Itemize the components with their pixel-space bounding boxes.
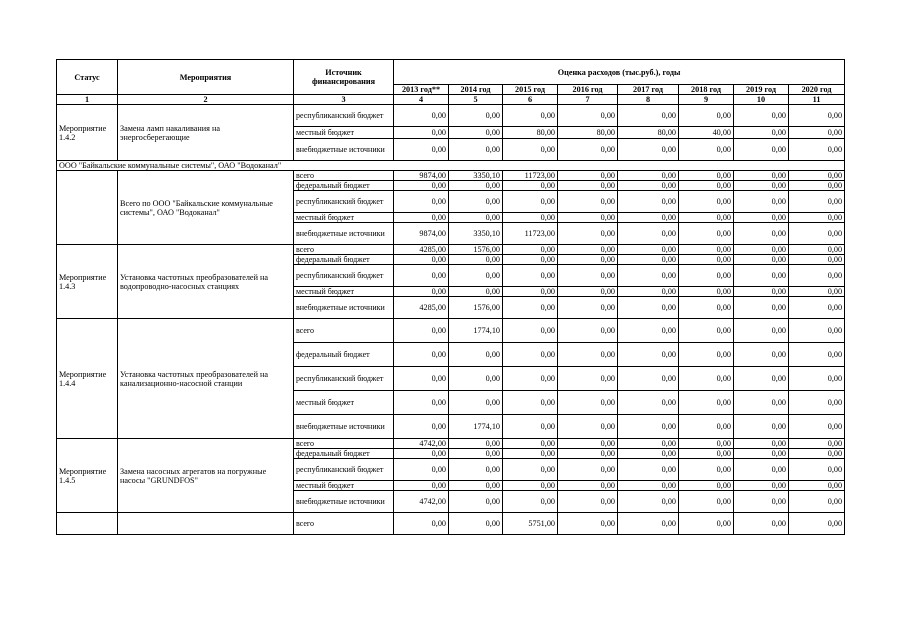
value-cell: 0,00 xyxy=(618,265,679,287)
event-cell: Замена ламп накаливания на энергосберегающие xyxy=(118,105,294,161)
value-cell: 0,00 xyxy=(618,513,679,535)
value-cell: 0,00 xyxy=(734,391,789,415)
value-cell: 0,00 xyxy=(618,297,679,319)
value-cell: 0,00 xyxy=(789,343,845,367)
status-cell xyxy=(57,513,118,535)
value-cell: 0,00 xyxy=(558,213,618,223)
status-cell: Мероприятие 1.4.4 xyxy=(57,319,118,439)
value-cell: 0,00 xyxy=(503,255,558,265)
status-cell: Мероприятие 1.4.2 xyxy=(57,105,118,161)
value-cell: 0,00 xyxy=(789,297,845,319)
value-cell: 0,00 xyxy=(618,391,679,415)
value-cell: 0,00 xyxy=(503,139,558,161)
header-estimate: Оценка расходов (тыс.руб.), годы xyxy=(394,60,845,85)
value-cell: 0,00 xyxy=(394,513,449,535)
source-total: всего xyxy=(294,319,394,343)
value-cell: 11723,00 xyxy=(503,223,558,245)
value-cell: 0,00 xyxy=(558,191,618,213)
value-cell: 0,00 xyxy=(618,181,679,191)
value-cell: 0,00 xyxy=(558,367,618,391)
status-cell: Мероприятие 1.4.3 xyxy=(57,245,118,319)
value-cell: 1576,00 xyxy=(449,297,503,319)
source-federal: федеральный бюджет xyxy=(294,181,394,191)
source-offbudget: внебюджетные источники xyxy=(294,223,394,245)
section-title: ООО "Байкальские коммунальные системы", ОАО "Водоканал" xyxy=(57,161,845,171)
value-cell: 0,00 xyxy=(679,223,734,245)
table-row xyxy=(57,439,845,449)
value-cell: 0,00 xyxy=(558,255,618,265)
value-cell: 0,00 xyxy=(734,367,789,391)
header-year: 2020 год xyxy=(789,85,845,95)
column-number: 4 xyxy=(394,95,449,105)
value-cell: 0,00 xyxy=(734,491,789,513)
value-cell: 0,00 xyxy=(503,415,558,439)
value-cell: 0,00 xyxy=(734,223,789,245)
value-cell: 1576,00 xyxy=(449,245,503,255)
value-cell: 0,00 xyxy=(558,223,618,245)
value-cell: 0,00 xyxy=(449,213,503,223)
source-local: местный бюджет xyxy=(294,391,394,415)
value-cell: 0,00 xyxy=(734,213,789,223)
value-cell: 0,00 xyxy=(558,297,618,319)
value-cell: 0,00 xyxy=(679,297,734,319)
value-cell: 0,00 xyxy=(503,245,558,255)
value-cell: 0,00 xyxy=(449,265,503,287)
value-cell: 0,00 xyxy=(789,319,845,343)
value-cell: 0,00 xyxy=(503,391,558,415)
value-cell: 0,00 xyxy=(679,139,734,161)
value-cell: 0,00 xyxy=(394,127,449,139)
source-local: местный бюджет xyxy=(294,127,394,139)
value-cell: 0,00 xyxy=(679,449,734,459)
value-cell: 0,00 xyxy=(503,481,558,491)
value-cell: 0,00 xyxy=(734,105,789,127)
value-cell: 0,00 xyxy=(394,255,449,265)
value-cell: 0,00 xyxy=(679,191,734,213)
value-cell: 0,00 xyxy=(503,181,558,191)
source-republic: республиканский бюджет xyxy=(294,367,394,391)
value-cell: 0,00 xyxy=(503,213,558,223)
value-cell: 0,00 xyxy=(558,171,618,181)
value-cell: 4742,00 xyxy=(394,439,449,449)
value-cell: 0,00 xyxy=(449,491,503,513)
value-cell: 0,00 xyxy=(679,459,734,481)
value-cell: 0,00 xyxy=(503,191,558,213)
value-cell: 0,00 xyxy=(734,255,789,265)
value-cell: 0,00 xyxy=(618,449,679,459)
source-republic: республиканский бюджет xyxy=(294,191,394,213)
value-cell: 4285,00 xyxy=(394,245,449,255)
event-cell xyxy=(118,513,294,535)
value-cell: 0,00 xyxy=(734,415,789,439)
value-cell: 0,00 xyxy=(558,391,618,415)
value-cell: 0,00 xyxy=(618,245,679,255)
column-number: 5 xyxy=(449,95,503,105)
column-number: 6 xyxy=(503,95,558,105)
value-cell: 0,00 xyxy=(394,391,449,415)
value-cell: 0,00 xyxy=(503,105,558,127)
value-cell: 0,00 xyxy=(679,171,734,181)
column-number: 8 xyxy=(618,95,679,105)
value-cell: 0,00 xyxy=(734,439,789,449)
value-cell: 0,00 xyxy=(618,415,679,439)
value-cell: 0,00 xyxy=(558,105,618,127)
value-cell: 0,00 xyxy=(789,367,845,391)
source-offbudget: внебюджетные источники xyxy=(294,139,394,161)
value-cell: 0,00 xyxy=(449,255,503,265)
value-cell: 0,00 xyxy=(394,105,449,127)
value-cell: 0,00 xyxy=(449,127,503,139)
value-cell: 0,00 xyxy=(734,245,789,255)
value-cell: 0,00 xyxy=(789,171,845,181)
value-cell: 0,00 xyxy=(789,459,845,481)
column-number: 9 xyxy=(679,95,734,105)
value-cell: 0,00 xyxy=(789,439,845,449)
value-cell: 0,00 xyxy=(449,449,503,459)
value-cell: 4285,00 xyxy=(394,297,449,319)
value-cell: 0,00 xyxy=(503,491,558,513)
header-year: 2015 год xyxy=(503,85,558,95)
value-cell: 0,00 xyxy=(503,343,558,367)
value-cell: 0,00 xyxy=(734,297,789,319)
table-row xyxy=(57,319,845,343)
value-cell: 80,00 xyxy=(618,127,679,139)
value-cell: 0,00 xyxy=(503,319,558,343)
value-cell: 0,00 xyxy=(558,319,618,343)
value-cell: 0,00 xyxy=(734,171,789,181)
value-cell: 0,00 xyxy=(394,343,449,367)
value-cell: 0,00 xyxy=(618,367,679,391)
value-cell: 0,00 xyxy=(679,481,734,491)
source-offbudget: внебюджетные источники xyxy=(294,297,394,319)
value-cell: 0,00 xyxy=(449,481,503,491)
value-cell: 0,00 xyxy=(558,449,618,459)
value-cell: 0,00 xyxy=(679,181,734,191)
value-cell: 4742,00 xyxy=(394,491,449,513)
table-row xyxy=(57,245,845,255)
value-cell: 0,00 xyxy=(734,181,789,191)
source-republic: республиканский бюджет xyxy=(294,105,394,127)
value-cell: 0,00 xyxy=(789,127,845,139)
value-cell: 0,00 xyxy=(558,245,618,255)
column-number-row xyxy=(57,95,845,105)
source-total: всего xyxy=(294,171,394,181)
value-cell: 0,00 xyxy=(503,449,558,459)
column-number: 1 xyxy=(57,95,118,105)
header-source: Источник финансирования xyxy=(294,60,394,95)
value-cell: 0,00 xyxy=(679,415,734,439)
value-cell: 0,00 xyxy=(618,459,679,481)
value-cell: 0,00 xyxy=(789,191,845,213)
value-cell: 0,00 xyxy=(394,181,449,191)
value-cell: 0,00 xyxy=(618,491,679,513)
value-cell: 0,00 xyxy=(558,459,618,481)
column-number: 2 xyxy=(118,95,294,105)
value-cell: 0,00 xyxy=(394,287,449,297)
value-cell: 0,00 xyxy=(734,481,789,491)
value-cell: 0,00 xyxy=(679,439,734,449)
value-cell: 0,00 xyxy=(503,439,558,449)
budget-table xyxy=(56,59,845,535)
value-cell: 0,00 xyxy=(618,319,679,343)
value-cell: 0,00 xyxy=(449,191,503,213)
value-cell: 3350,10 xyxy=(449,223,503,245)
value-cell: 0,00 xyxy=(558,343,618,367)
value-cell: 40,00 xyxy=(679,127,734,139)
source-total: всего xyxy=(294,245,394,255)
value-cell: 0,00 xyxy=(618,223,679,245)
value-cell: 0,00 xyxy=(789,513,845,535)
header-year: 2016 год xyxy=(558,85,618,95)
value-cell: 0,00 xyxy=(618,439,679,449)
source-federal: федеральный бюджет xyxy=(294,449,394,459)
source-republic: республиканский бюджет xyxy=(294,459,394,481)
value-cell: 0,00 xyxy=(679,265,734,287)
header-year: 2013 год** xyxy=(394,85,449,95)
value-cell: 0,00 xyxy=(734,449,789,459)
value-cell: 0,00 xyxy=(558,481,618,491)
value-cell: 0,00 xyxy=(789,491,845,513)
source-local: местный бюджет xyxy=(294,481,394,491)
column-number: 11 xyxy=(789,95,845,105)
source-local: местный бюджет xyxy=(294,287,394,297)
value-cell: 0,00 xyxy=(394,481,449,491)
value-cell: 0,00 xyxy=(734,513,789,535)
value-cell: 1774,10 xyxy=(449,415,503,439)
status-cell xyxy=(57,171,118,245)
value-cell: 0,00 xyxy=(449,287,503,297)
header-row xyxy=(57,60,845,85)
value-cell: 0,00 xyxy=(734,343,789,367)
value-cell: 0,00 xyxy=(679,255,734,265)
value-cell: 0,00 xyxy=(558,139,618,161)
value-cell: 0,00 xyxy=(394,265,449,287)
source-local: местный бюджет xyxy=(294,213,394,223)
value-cell: 0,00 xyxy=(679,105,734,127)
value-cell: 0,00 xyxy=(394,367,449,391)
value-cell: 0,00 xyxy=(558,415,618,439)
value-cell: 11723,00 xyxy=(503,171,558,181)
value-cell: 0,00 xyxy=(449,391,503,415)
value-cell: 0,00 xyxy=(734,265,789,287)
value-cell: 0,00 xyxy=(618,481,679,491)
value-cell: 0,00 xyxy=(789,449,845,459)
value-cell: 0,00 xyxy=(503,287,558,297)
value-cell: 0,00 xyxy=(789,287,845,297)
value-cell: 0,00 xyxy=(679,343,734,367)
table-row xyxy=(57,171,845,181)
event-cell: Установка частотных преобразователей на канализационно-насосной станции xyxy=(118,319,294,439)
value-cell: 0,00 xyxy=(679,319,734,343)
value-cell: 0,00 xyxy=(449,139,503,161)
value-cell: 0,00 xyxy=(558,491,618,513)
value-cell: 0,00 xyxy=(734,139,789,161)
value-cell: 0,00 xyxy=(394,213,449,223)
value-cell: 0,00 xyxy=(679,367,734,391)
event-cell: Всего по ООО "Байкальские коммунальные системы", ОАО "Водоканал" xyxy=(118,171,294,245)
value-cell: 0,00 xyxy=(734,287,789,297)
event-cell: Замена насосных агрегатов на погружные насосы "GRUNDFOS" xyxy=(118,439,294,513)
value-cell: 0,00 xyxy=(558,439,618,449)
value-cell: 0,00 xyxy=(789,139,845,161)
column-number: 10 xyxy=(734,95,789,105)
value-cell: 0,00 xyxy=(618,287,679,297)
value-cell: 0,00 xyxy=(679,245,734,255)
value-cell: 0,00 xyxy=(503,459,558,481)
value-cell: 9874,00 xyxy=(394,223,449,245)
value-cell: 0,00 xyxy=(679,491,734,513)
value-cell: 0,00 xyxy=(449,439,503,449)
value-cell: 0,00 xyxy=(449,367,503,391)
value-cell: 0,00 xyxy=(394,139,449,161)
value-cell: 0,00 xyxy=(449,181,503,191)
column-number: 7 xyxy=(558,95,618,105)
value-cell: 0,00 xyxy=(449,513,503,535)
source-total: всего xyxy=(294,439,394,449)
value-cell: 0,00 xyxy=(394,191,449,213)
section-row xyxy=(57,161,845,171)
header-year: 2014 год xyxy=(449,85,503,95)
value-cell: 80,00 xyxy=(558,127,618,139)
source-offbudget: внебюджетные источники xyxy=(294,415,394,439)
value-cell: 0,00 xyxy=(734,127,789,139)
value-cell: 0,00 xyxy=(394,319,449,343)
value-cell: 0,00 xyxy=(618,255,679,265)
column-number: 3 xyxy=(294,95,394,105)
source-offbudget: внебюджетные источники xyxy=(294,491,394,513)
value-cell: 0,00 xyxy=(449,343,503,367)
source-total: всего xyxy=(294,513,394,535)
value-cell: 0,00 xyxy=(679,513,734,535)
value-cell: 0,00 xyxy=(558,181,618,191)
value-cell: 0,00 xyxy=(618,343,679,367)
value-cell: 0,00 xyxy=(558,287,618,297)
value-cell: 9874,00 xyxy=(394,171,449,181)
value-cell: 0,00 xyxy=(503,265,558,287)
value-cell: 0,00 xyxy=(503,367,558,391)
value-cell: 0,00 xyxy=(789,181,845,191)
table-row xyxy=(57,513,845,535)
value-cell: 0,00 xyxy=(558,265,618,287)
value-cell: 0,00 xyxy=(618,171,679,181)
value-cell: 0,00 xyxy=(789,255,845,265)
value-cell: 0,00 xyxy=(734,319,789,343)
value-cell: 0,00 xyxy=(789,213,845,223)
source-federal: федеральный бюджет xyxy=(294,343,394,367)
value-cell: 0,00 xyxy=(558,513,618,535)
value-cell: 5751,00 xyxy=(503,513,558,535)
source-republic: республиканский бюджет xyxy=(294,265,394,287)
header-year: 2018 год xyxy=(679,85,734,95)
value-cell: 0,00 xyxy=(734,459,789,481)
value-cell: 0,00 xyxy=(618,191,679,213)
value-cell: 0,00 xyxy=(679,287,734,297)
value-cell: 1774,10 xyxy=(449,319,503,343)
value-cell: 0,00 xyxy=(618,105,679,127)
value-cell: 0,00 xyxy=(618,139,679,161)
source-federal: федеральный бюджет xyxy=(294,255,394,265)
value-cell: 0,00 xyxy=(679,391,734,415)
event-cell: Установка частотных преобразователей на водопроводно-насосных станциях xyxy=(118,245,294,319)
value-cell: 0,00 xyxy=(789,105,845,127)
status-cell: Мероприятие 1.4.5 xyxy=(57,439,118,513)
header-event: Мероприятия xyxy=(118,60,294,95)
value-cell: 0,00 xyxy=(449,105,503,127)
value-cell: 0,00 xyxy=(789,223,845,245)
value-cell: 0,00 xyxy=(679,213,734,223)
value-cell: 0,00 xyxy=(503,297,558,319)
value-cell: 0,00 xyxy=(618,213,679,223)
value-cell: 0,00 xyxy=(394,459,449,481)
value-cell: 0,00 xyxy=(449,459,503,481)
header-year: 2019 год xyxy=(734,85,789,95)
header-year: 2017 год xyxy=(618,85,679,95)
value-cell: 0,00 xyxy=(394,415,449,439)
value-cell: 0,00 xyxy=(789,415,845,439)
value-cell: 3350,10 xyxy=(449,171,503,181)
value-cell: 0,00 xyxy=(789,481,845,491)
value-cell: 0,00 xyxy=(789,245,845,255)
value-cell: 0,00 xyxy=(734,191,789,213)
header-status: Статус xyxy=(57,60,118,95)
value-cell: 0,00 xyxy=(394,449,449,459)
value-cell: 80,00 xyxy=(503,127,558,139)
table-row xyxy=(57,105,845,127)
value-cell: 0,00 xyxy=(789,391,845,415)
value-cell: 0,00 xyxy=(789,265,845,287)
